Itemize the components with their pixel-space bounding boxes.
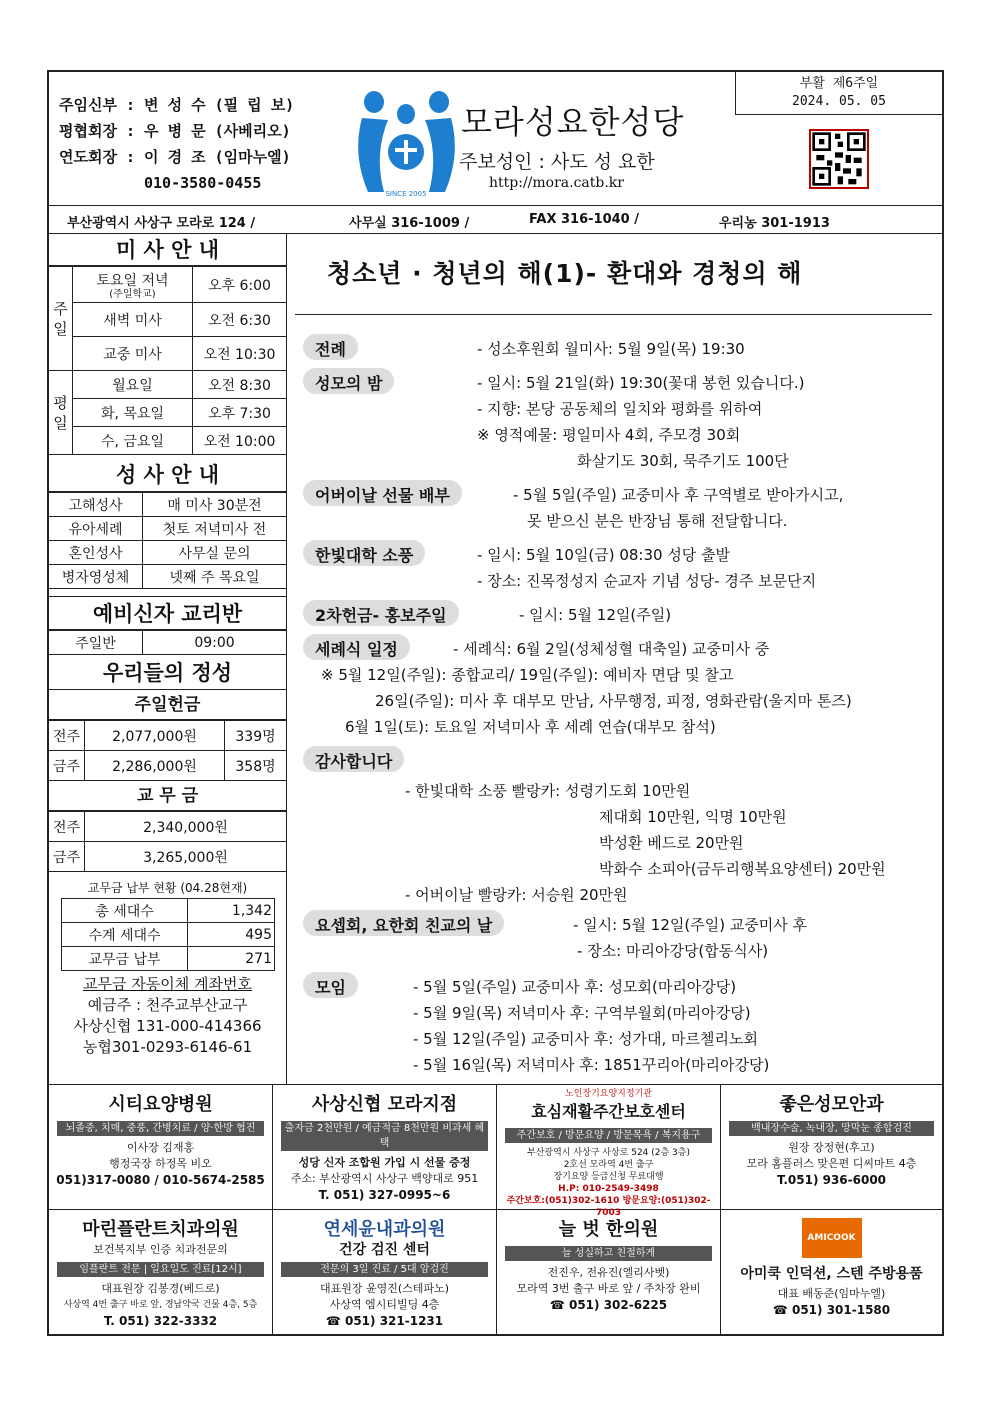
ad-line: 주소: 부산광역시 사상구 백양대로 951: [290, 1172, 479, 1185]
address-bar: [49, 206, 942, 234]
sacrament-when: 넷째 주 목요일: [143, 565, 287, 589]
ad-title: 연세윤내과의원: [323, 1219, 446, 1240]
section-line: - 한빛대학 소풍 빨랑카: 성령기도회 10만원: [405, 782, 691, 800]
ad-phone: 주간보호:(051)302-1610 방문요양:(051)302-7003: [506, 1196, 711, 1218]
logo-since-text: SINCE 2005: [385, 190, 427, 198]
section-heading: 요셉회, 요한회 친교의 날: [303, 910, 504, 936]
dues-amount: 3,265,000원: [85, 842, 287, 872]
section-line: - 5월 16일(목) 저녁미사 후: 1851꾸리아(마리아강당): [413, 1056, 770, 1074]
ad-line: 보건복지부 인증 치과전문의: [93, 1243, 228, 1256]
sacrament-name: 병자영성체: [49, 565, 143, 589]
sunday-label: 주일: [49, 267, 73, 371]
sunday-offering-title: 주일헌금: [49, 690, 286, 720]
section-line: - 5월 5일(주일) 교중미사 후: 성모회(마리아강당): [413, 978, 737, 996]
sacrament-name: 혼인성사: [49, 541, 143, 565]
account-info: [49, 974, 286, 1058]
liturgical-season: 부활 제6주일: [799, 76, 879, 91]
ad-title: 마린플란트치과의원: [82, 1219, 239, 1240]
status-label: 교무금 납부: [62, 947, 188, 971]
ad-line: 사상역 엠시티빌딩 4층: [329, 1298, 440, 1311]
staff-pastor: 주임신부 : 변 성 수 (필 립 보): [59, 96, 295, 114]
ad-band: 뇌졸중, 치매, 중풍, 간병치료 / 양·한방 협진: [57, 1121, 264, 1136]
ad-yonsei-clinic[interactable]: [273, 1210, 497, 1335]
section-line: 제대회 10만원, 익명 10만원: [599, 808, 787, 826]
ad-line: 2호선 모라역 4번 출구: [563, 1160, 654, 1170]
ad-phone: ☎ 051) 302-6225: [549, 1298, 668, 1312]
ad-title: 시티요양병원: [108, 1094, 213, 1115]
section-line: 6월 1일(토): 토요일 저녁미사 후 세례 연습(대부모 참석): [345, 718, 716, 736]
sunday-offering-table: [48, 720, 287, 781]
offerings-title: 우리들의 정성: [49, 656, 286, 690]
ad-band: 임플란트 전문 | 일요일도 진료[12시]: [57, 1262, 264, 1277]
section-heading: 어버이날 선물 배부: [303, 480, 462, 506]
address-postal: 우리농 301-1913: [719, 216, 830, 231]
address-office: 사무실 316-1009 /: [349, 216, 470, 231]
sacrament-name: 고해성사: [49, 493, 143, 517]
ad-title: 좋은성모안과: [779, 1094, 884, 1115]
account-line: 예금주 : 천주교부산교구: [87, 996, 248, 1014]
ad-line: 노인장기요양지정기관: [565, 1089, 652, 1099]
sacraments-title: 성 사 안 내: [49, 458, 286, 492]
offering-amount: 2,286,000원: [85, 751, 225, 781]
ad-line: 원장 장정현(후고): [788, 1141, 875, 1154]
sponsor-ads: [49, 1084, 942, 1334]
date-box: [735, 72, 942, 115]
ad-line: 모라 홈플러스 맞은편 디씨마트 4층: [746, 1157, 917, 1170]
title-divider: [295, 314, 932, 315]
sacrament-name: 유아세례: [49, 517, 143, 541]
ad-phone: ☎ 051) 321-1231: [325, 1314, 444, 1328]
section-line: 못 받으신 분은 반장님 통해 전달합니다.: [527, 512, 788, 530]
section-line: - 어버이날 빨랑카: 서승원 20만원: [405, 886, 628, 904]
sunday-mass-time: 오후 6:00: [193, 267, 287, 303]
ad-amicook[interactable]: [721, 1210, 942, 1335]
catechumen-title: 예비신자 교리반: [49, 596, 286, 630]
status-label: 수계 세대수: [62, 923, 188, 947]
dues-table: [48, 811, 287, 872]
dues-title: 교 무 금: [49, 781, 286, 811]
section-line: - 일시: 5월 12일(주일): [519, 606, 672, 624]
ad-phone: 051)317-0080 / 010-5674-2585: [56, 1173, 265, 1187]
sunday-mass-name: 교중 미사: [73, 337, 193, 371]
ad-line: 성당 신자 조합원 가입 시 선물 증정: [298, 1156, 471, 1169]
sunday-mass-name: 토요일 저녁 (주일학교): [73, 267, 193, 303]
ad-hyosim-care-center[interactable]: [497, 1085, 721, 1218]
ad-band: 출자금 2천만원 / 예금적금 8천만원 비과세 혜택: [281, 1121, 488, 1151]
church-name: 모라성요한성당: [461, 103, 685, 141]
ad-neulbeot-clinic[interactable]: [497, 1210, 721, 1335]
ad-title: 사상신협 모라지점: [311, 1094, 458, 1115]
patron-saint: 주보성인 : 사도 성 요한: [459, 151, 655, 173]
section-line: 박화수 소피아(금두리행복요양센터) 20만원: [599, 860, 886, 878]
ad-title: 효심재활주간보호센터: [531, 1102, 686, 1121]
section-line: 화살기도 30회, 묵주기도 100단: [577, 452, 789, 470]
catechumen-class: 주일반: [49, 631, 143, 655]
section-heading: 모임: [303, 972, 358, 998]
section-heading: 2차헌금- 홍보주일: [303, 600, 459, 626]
section-heading: 성모의 밤: [303, 368, 394, 394]
section-line: - 지향: 본당 공동체의 일치와 평화를 위하여: [477, 400, 763, 418]
sunday-mass-time: 오전 10:30: [193, 337, 287, 371]
section-line: ※ 영적예물: 평일미사 4회, 주모경 30회: [477, 426, 741, 444]
section-heading: 한빛대학 소풍: [303, 540, 425, 566]
ad-band: 백내장수술, 녹내장, 망막눈 종합검진: [729, 1121, 934, 1136]
sacrament-when: 첫토 저녁미사 전: [143, 517, 287, 541]
bulletin-page: [47, 70, 944, 1336]
ad-city-hospital[interactable]: [49, 1085, 273, 1210]
sacrament-when: 사무실 문의: [143, 541, 287, 565]
weekday-mass-time: 오후 7:30: [193, 399, 287, 427]
offering-label: 금주: [49, 751, 85, 781]
offering-count: 358명: [225, 751, 287, 781]
ad-line: 건강 검진 센터: [339, 1242, 430, 1258]
section-line: 26일(주일): 미사 후 대부모 만남, 사무행정, 피정, 영화관람(울지마 톤즈): [375, 692, 852, 710]
weekday-mass-time: 오전 8:30: [193, 371, 287, 399]
church-logo: [344, 84, 469, 199]
ad-good-eye-clinic[interactable]: [721, 1085, 942, 1210]
section-line: ※ 5월 12일(주일): 종합교리/ 19일(주일): 예비자 면담 및 찰고: [321, 666, 734, 684]
ad-line: 장기요양 등급신청 무료대행: [553, 1172, 664, 1182]
section-line: - 장소: 마리아강당(합동식사): [577, 942, 769, 960]
section-heading: 감사합니다: [303, 746, 404, 772]
ad-line: 사상역 4번 출구 바로 앞, 경남약국 건물 4층, 5층: [63, 1300, 258, 1310]
ad-line: 모라역 3번 출구 바로 앞 / 주차장 완비: [516, 1282, 701, 1295]
dues-status-title: 교무금 납부 현황 (04.28현재): [87, 881, 248, 895]
ad-line: 부산광역시 사상구 사상로 524 (2층 3층): [527, 1148, 690, 1158]
weekday-mass-time: 오전 10:00: [193, 427, 287, 455]
weekday-mass-name: 수, 금요일: [73, 427, 193, 455]
church-url[interactable]: http://mora.catb.kr: [489, 175, 624, 191]
status-value: 1,342: [188, 899, 275, 923]
amicook-logo: AMICOOK: [802, 1218, 862, 1258]
weekday-mass-name: 월요일: [73, 371, 193, 399]
ad-line: 행정국장 하정목 비오: [109, 1157, 212, 1170]
offering-amount: 2,077,000원: [85, 721, 225, 751]
address-location: 부산광역시 사상구 모라로 124 /: [67, 216, 256, 231]
staff-phone: 010-3580-0455: [144, 174, 262, 192]
ad-line: 전진우, 전유진(엘리사벳): [547, 1266, 670, 1279]
bulletin-date: 2024. 05. 05: [792, 94, 886, 109]
main-column: [287, 234, 942, 1084]
section-heading: 세례식 일정: [303, 634, 410, 660]
sunday-mass-name: 새벽 미사: [73, 303, 193, 337]
account-line: 농협301-0293-6146-61: [82, 1038, 253, 1056]
dues-label: 전주: [49, 812, 85, 842]
section-line: - 일시: 5월 21일(화) 19:30(꽃대 봉헌 있습니다.): [477, 374, 805, 392]
staff-list: [59, 92, 294, 196]
ad-phone: T. 051) 327-0995~6: [318, 1188, 451, 1202]
catechumen-table: [48, 630, 287, 655]
dues-amount: 2,340,000원: [85, 812, 287, 842]
account-title: 교무금 자동이체 계좌번호: [83, 975, 252, 993]
ad-title: 아미쿡 인덕션, 스텐 주방용품: [740, 1266, 923, 1282]
ad-phone: T.051) 936-6000: [776, 1173, 887, 1187]
offering-label: 전주: [49, 721, 85, 751]
staff-council-president: 평협회장 : 우 병 문 (사베리오): [59, 122, 291, 140]
account-line: 사상신협 131-000-414366: [73, 1017, 262, 1035]
section-heading: 전례: [303, 334, 358, 360]
sacrament-when: 매 미사 30분전: [143, 493, 287, 517]
dues-label: 금주: [49, 842, 85, 872]
ad-band: 전문의 3일 진료 / 5대 암검진: [281, 1262, 488, 1277]
status-value: 271: [188, 947, 275, 971]
ad-marin-dental[interactable]: [49, 1210, 273, 1335]
qr-code-icon[interactable]: [809, 129, 869, 189]
section-line: - 5월 9일(목) 저녁미사 후: 구역부월회(마리아강당): [413, 1004, 751, 1022]
ad-line: 대표 배동준(임마누엘): [777, 1287, 886, 1300]
ad-title: 늘 벗 한의원: [558, 1219, 659, 1240]
left-column: [49, 234, 287, 1084]
section-line: - 성소후원회 월미사: 5월 9일(목) 19:30: [477, 340, 745, 358]
ad-line: H.P: 010-2549-3498: [558, 1184, 659, 1194]
ad-line: 대표원장 윤영진(스테파노): [320, 1282, 449, 1295]
section-line: - 5월 12일(주일) 교중미사 후: 성가대, 마르첼리노회: [413, 1030, 758, 1048]
section-line: 박성환 베드로 20만원: [599, 834, 744, 852]
sunday-mass-time: 오전 6:30: [193, 303, 287, 337]
ad-phone: T. 051) 322-3332: [103, 1314, 218, 1328]
weekday-label: 평일: [49, 371, 73, 455]
address-fax: FAX 316-1040 /: [529, 212, 639, 227]
offering-count: 339명: [225, 721, 287, 751]
catechumen-time: 09:00: [143, 631, 287, 655]
ad-band: 주간보호 / 방문요양 / 방문목욕 / 복지용구: [505, 1128, 712, 1143]
ad-line: 이사장 김재홍: [126, 1141, 195, 1154]
mass-title: 미 사 안 내: [49, 234, 286, 266]
ad-sasang-credit-union[interactable]: [273, 1085, 497, 1210]
section-line: - 일시: 5월 12일(주일) 교중미사 후: [573, 916, 808, 934]
status-value: 495: [188, 923, 275, 947]
section-line: - 5월 5일(주일) 교중미사 후 구역별로 받아가시고,: [513, 486, 844, 504]
staff-yeondo-president: 연도회장 : 이 경 조 (임마누엘): [59, 148, 291, 166]
dues-status-table: [61, 898, 275, 971]
status-label: 총 세대수: [62, 899, 188, 923]
section-line: - 장소: 진목정성지 순교자 기념 성당- 경주 보문단지: [477, 572, 817, 590]
bulletin-header: [49, 72, 942, 206]
sacraments-table: [48, 492, 287, 589]
mass-table: [48, 266, 287, 455]
main-theme-title: 청소년 · 청년의 해(1)- 환대와 경청의 해: [327, 259, 803, 288]
section-line: - 세례식: 6월 2일(성체성혈 대축일) 교중미사 중: [453, 640, 770, 658]
section-line: - 일시: 5월 10일(금) 08:30 성당 출발: [477, 546, 731, 564]
weekday-mass-name: 화, 목요일: [73, 399, 193, 427]
ad-phone: ☎ 051) 301-1580: [772, 1303, 891, 1317]
ad-line: 대표원장 김봉경(베드로): [101, 1282, 220, 1295]
ad-band: 늘 성실하고 친절하게: [505, 1246, 712, 1261]
